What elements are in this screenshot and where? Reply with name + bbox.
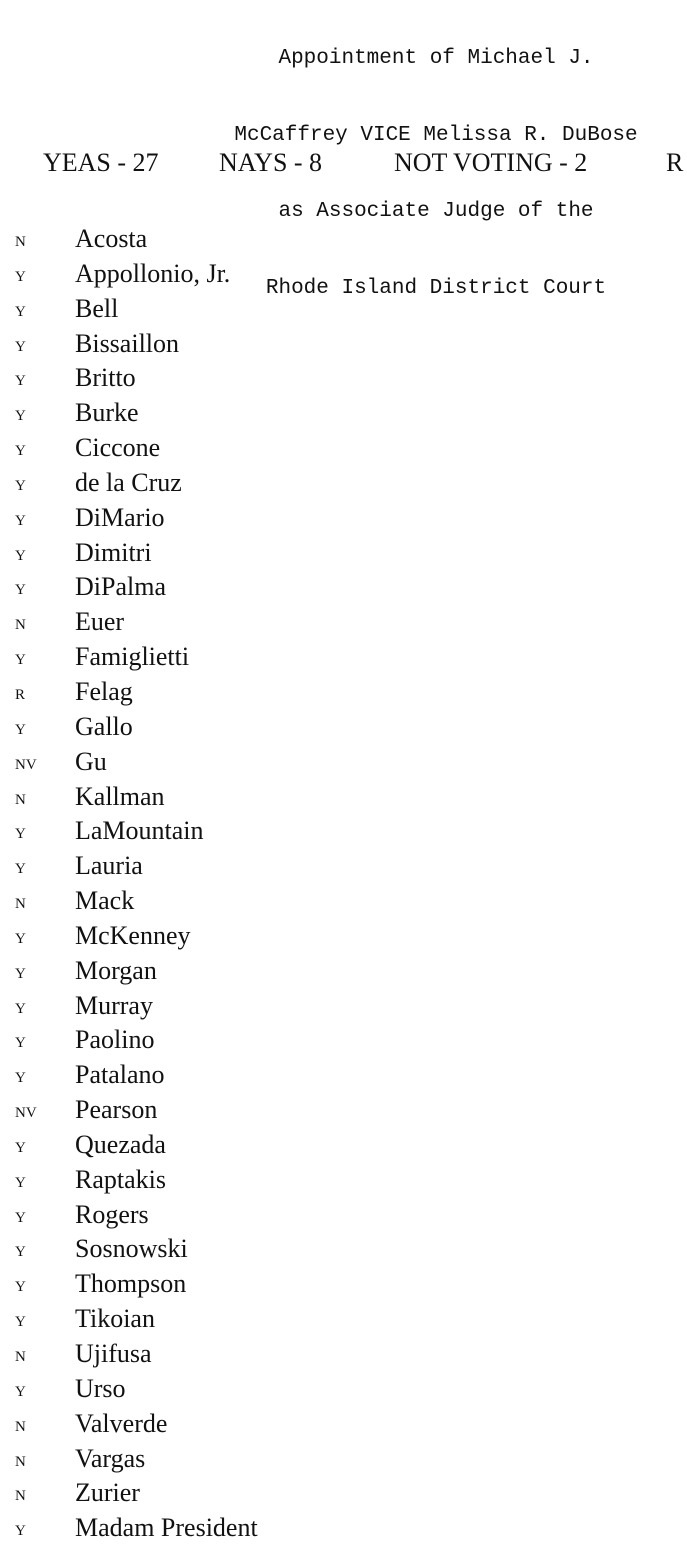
senator-name: Zurier [75, 1478, 140, 1508]
vote-code: Y [15, 303, 26, 320]
vote-code: N [15, 1349, 26, 1365]
senator-name: Famiglietti [75, 642, 190, 672]
title-line: Appointment of Michael J. [278, 47, 594, 70]
title-line: as Associate Judge of the [278, 200, 594, 223]
vote-row [0, 327, 687, 362]
senator-name: Burke [75, 398, 139, 428]
senator-name: Kallman [75, 781, 165, 811]
senator-name: Euer [75, 607, 125, 637]
vote-row [0, 536, 687, 571]
vote-code: Y [15, 547, 26, 564]
vote-row [0, 1058, 687, 1093]
senator-name: Rogers [75, 1199, 149, 1229]
senator-name: Paolino [75, 1025, 155, 1055]
vote-code: N [15, 1488, 26, 1505]
recused-count: R [666, 148, 684, 177]
senator-name: Ciccone [75, 433, 161, 463]
vote-row [0, 570, 687, 605]
vote-row [0, 361, 687, 396]
vote-code: N [15, 896, 26, 913]
roll-call-list [0, 222, 687, 1546]
senator-name: Lauria [75, 851, 143, 881]
senator-name: Thompson [75, 1269, 187, 1299]
vote-row [0, 814, 687, 849]
vote-code: Y [15, 373, 26, 390]
vote-row [0, 1163, 687, 1198]
vote-code: Y [15, 826, 26, 843]
senator-name: Vargas [75, 1443, 146, 1473]
vote-code: N [15, 617, 26, 634]
vote-code: Y [15, 1279, 26, 1296]
vote-code: N [15, 1418, 26, 1435]
vote-row [0, 1372, 687, 1407]
vote-code: Y [15, 477, 26, 494]
vote-row [0, 396, 687, 431]
vote-code: Y [15, 1174, 26, 1191]
vote-row [0, 1476, 687, 1511]
vote-row [0, 884, 687, 919]
vote-row [0, 257, 687, 292]
senator-name: Pearson [75, 1095, 158, 1125]
vote-code: Y [15, 1383, 26, 1400]
senator-name: DiMario [75, 502, 165, 532]
vote-row [0, 1442, 687, 1477]
vote-row [0, 1093, 687, 1128]
vote-code: Y [15, 443, 26, 460]
vote-code: Y [15, 652, 26, 669]
vote-code: Y [15, 930, 26, 947]
vote-row [0, 780, 687, 815]
vote-row [0, 292, 687, 327]
senator-name: Bissaillon [75, 328, 180, 358]
senator-name: Gallo [75, 711, 133, 741]
senator-name: Patalano [75, 1060, 165, 1090]
not-voting-count: NOT VOTING - 2 [394, 148, 588, 177]
yeas-count: YEAS - 27 [43, 148, 159, 177]
senator-name: Urso [75, 1373, 126, 1403]
senator-name: DiPalma [75, 572, 166, 602]
vote-row [0, 640, 687, 675]
vote-row [0, 954, 687, 989]
senator-name: Valverde [75, 1408, 168, 1438]
senator-name: Ujifusa [75, 1339, 152, 1368]
senator-name: LaMountain [75, 816, 204, 846]
vote-row [0, 222, 687, 257]
senator-name: Britto [75, 363, 136, 393]
vote-code: Y [15, 1209, 26, 1226]
vote-code: Y [15, 1314, 26, 1331]
vote-row [0, 431, 687, 466]
vote-code: Y [15, 512, 26, 529]
vote-code: Y [15, 268, 26, 285]
vote-code: N [15, 791, 26, 808]
senator-name: Gu [75, 746, 107, 776]
vote-code: Y [15, 1139, 26, 1156]
senator-name: Quezada [75, 1129, 166, 1159]
senator-name: McKenney [75, 920, 191, 950]
vote-code: N [15, 1453, 26, 1470]
vote-row [0, 1302, 687, 1337]
senator-name: Dimitri [75, 537, 152, 567]
senator-name: Appollonio, Jr. [75, 258, 231, 288]
vote-row [0, 675, 687, 710]
vote-code: Y [15, 1035, 26, 1052]
senator-name: Morgan [75, 955, 157, 985]
vote-row [0, 501, 687, 536]
vote-code: Y [15, 965, 26, 982]
senator-name: Raptakis [75, 1164, 166, 1194]
title-line: Rhode Island District Court [265, 276, 607, 300]
vote-code: Y [15, 338, 26, 355]
vote-code: Y [15, 1523, 26, 1540]
vote-row [0, 466, 687, 501]
vote-row [0, 1267, 687, 1302]
senator-name: Acosta [75, 224, 148, 253]
vote-code: N [15, 234, 26, 250]
vote-row [0, 1198, 687, 1233]
vote-code: NV [15, 1105, 37, 1122]
senator-name: Tikoian [75, 1304, 155, 1334]
vote-row [0, 1337, 687, 1372]
vote-row [0, 1407, 687, 1442]
vote-code: Y [15, 1000, 26, 1017]
senator-name: de la Cruz [75, 467, 182, 497]
vote-row [0, 1232, 687, 1267]
vote-code: Y [15, 408, 26, 425]
vote-row [0, 1023, 687, 1058]
senator-name: Madam President [75, 1513, 258, 1543]
vote-code: R [15, 686, 26, 703]
title-line: McCaffrey VICE Melissa R. DuBose [234, 123, 638, 147]
vote-row [0, 710, 687, 745]
senator-name: Mack [75, 886, 135, 916]
vote-row [0, 605, 687, 640]
vote-code: NV [15, 756, 37, 773]
senator-name: Murray [75, 990, 153, 1020]
vote-row [0, 849, 687, 884]
vote-row [0, 745, 687, 780]
senator-name: Bell [75, 293, 119, 323]
vote-row [0, 1128, 687, 1163]
vote-code: Y [15, 1070, 26, 1087]
vote-code: Y [15, 582, 26, 599]
nays-count: NAYS - 8 [219, 148, 323, 177]
vote-code: Y [15, 861, 26, 878]
vote-row [0, 1511, 687, 1546]
vote-code: Y [15, 1244, 26, 1261]
senator-name: Felag [75, 676, 133, 706]
vote-row [0, 989, 687, 1024]
vote-row [0, 919, 687, 954]
vote-tally [0, 146, 687, 180]
senator-name: Sosnowski [75, 1234, 188, 1264]
vote-code: Y [15, 721, 26, 738]
